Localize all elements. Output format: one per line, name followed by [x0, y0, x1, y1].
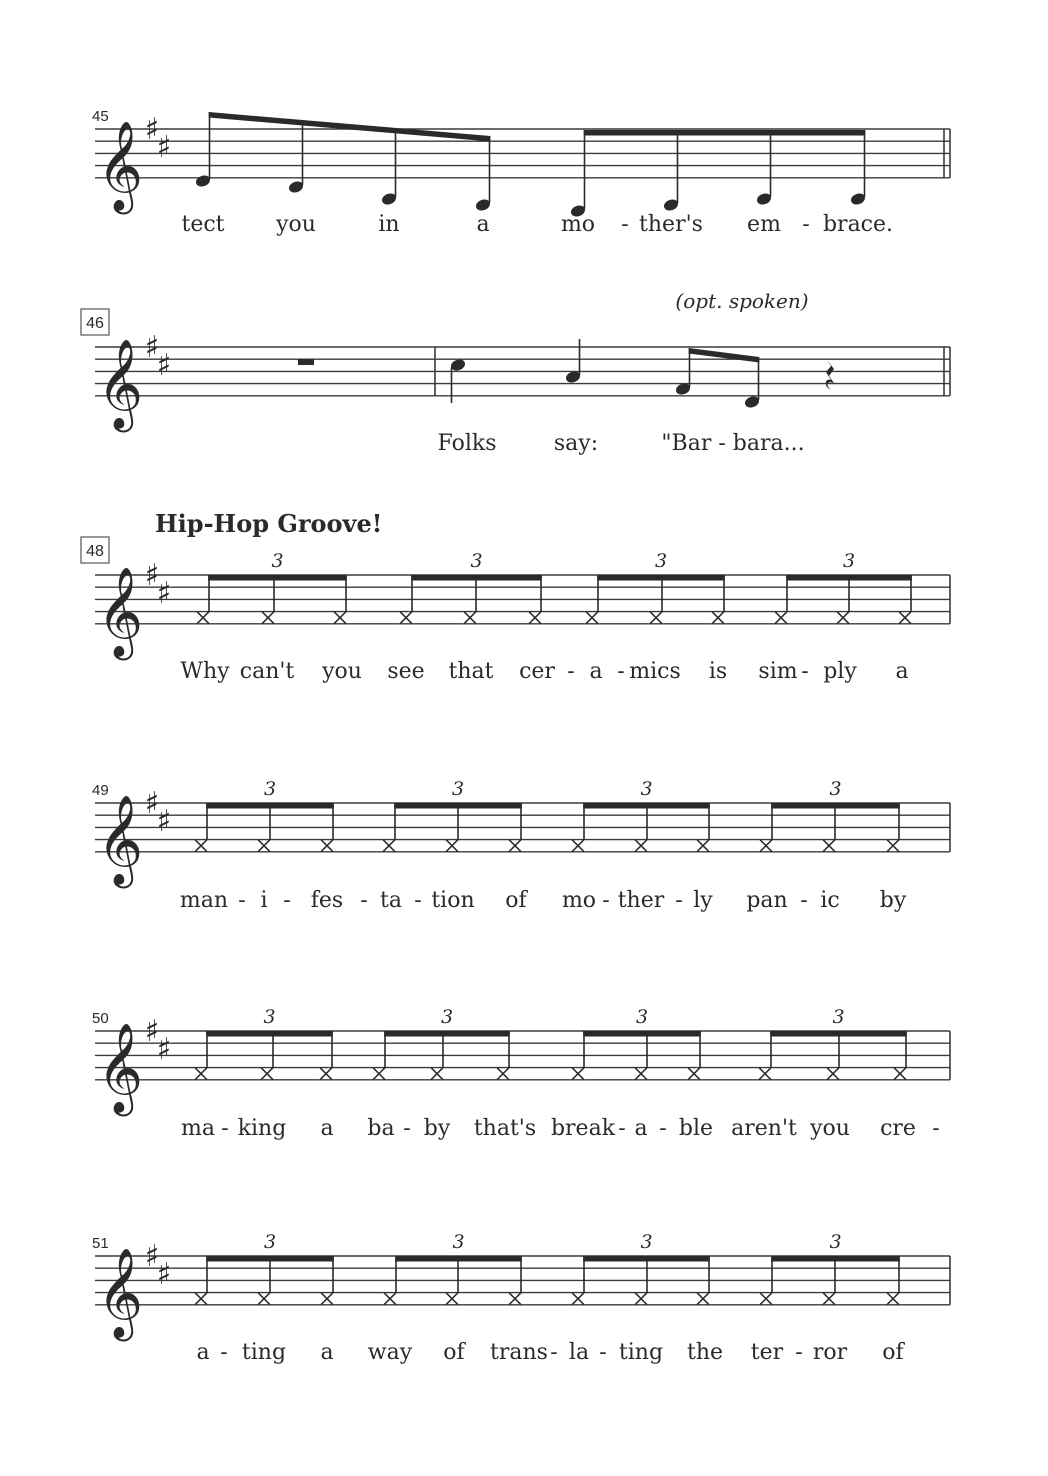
lyric-hyphen: -: [567, 659, 575, 684]
triplet-number: 3: [470, 550, 483, 572]
lyric-syllable: ba: [367, 1116, 395, 1141]
lyric-syllable: Why: [180, 659, 230, 684]
triplet-number: 3: [440, 1006, 454, 1028]
lyric-syllable: see: [387, 659, 425, 684]
treble-clef-icon: 𝄞: [97, 794, 144, 885]
lyric-syllable: by: [879, 888, 907, 913]
lyric-syllable: mics: [629, 659, 681, 684]
beam: [394, 803, 522, 809]
triplet-number: 3: [271, 550, 284, 572]
lyric-syllable: mo: [560, 212, 596, 237]
lyric-syllable: ror: [812, 1340, 848, 1365]
lyric-syllable: a: [589, 659, 603, 684]
lyric-syllable: ta: [380, 888, 402, 913]
lyric-syllable: of: [443, 1340, 465, 1365]
beam: [206, 803, 334, 809]
lyric-syllable: king: [237, 1116, 287, 1141]
staff-system-46: [81, 289, 950, 456]
sharp-c-icon: ♯: [156, 130, 172, 165]
beam: [786, 575, 912, 581]
sharp-f-icon: ♯: [144, 1014, 160, 1049]
beam: [770, 1031, 907, 1037]
lyric-syllable: cer: [519, 659, 555, 684]
lyric-syllable: Folks: [437, 431, 497, 456]
lyric-syllable: ter: [750, 1340, 784, 1365]
lyric-syllable: sim: [758, 659, 798, 684]
rehearsal-mark: 46: [86, 315, 104, 332]
lyric-syllable: tion: [431, 888, 475, 913]
lyric-syllable: ly: [693, 888, 713, 913]
staff-system-45: [92, 108, 950, 237]
sharp-c-icon: ♯: [156, 576, 172, 611]
lyric-hyphen: -: [617, 659, 625, 684]
lyric-syllable: a: [476, 212, 490, 237]
lyric-syllable: a: [634, 1116, 648, 1141]
lyrics-line: [181, 212, 893, 237]
lyric-syllable: in: [378, 212, 400, 237]
beam: [689, 348, 760, 363]
triplet-number: 3: [654, 550, 668, 572]
triplet-number: 3: [635, 1006, 649, 1028]
beam: [395, 1256, 522, 1262]
quarter-rest-icon: [826, 360, 834, 390]
lyric-syllable: that: [448, 659, 494, 684]
lyric-syllable: fes: [310, 888, 344, 913]
sharp-c-icon: ♯: [156, 348, 172, 383]
lyric-hyphen: -: [795, 1340, 803, 1365]
lyric-syllable: a: [320, 1340, 334, 1365]
beam: [597, 575, 725, 581]
tempo-marking: Hip-Hop Groove!: [155, 509, 383, 538]
lyric-hyphen: -: [550, 1340, 558, 1365]
lyric-hyphen: -: [932, 1116, 940, 1141]
beam: [583, 1256, 710, 1262]
treble-clef-icon: 𝄞: [97, 1247, 144, 1338]
note-A4: [564, 339, 581, 384]
beam: [206, 1031, 333, 1037]
lyrics-line: [438, 431, 805, 456]
beam: [384, 1031, 510, 1037]
lyric-syllable: of: [882, 1340, 904, 1365]
lyric-syllable: ply: [823, 659, 857, 684]
measure-number: 50: [92, 1010, 109, 1027]
triplet-number: 3: [842, 550, 856, 572]
lyric-syllable: can't: [239, 659, 295, 684]
triplet-number: 3: [263, 1006, 276, 1028]
sharp-f-icon: ♯: [144, 330, 160, 365]
triplet-number: 3: [451, 778, 465, 800]
lyric-hyphen: -: [621, 212, 629, 237]
lyric-hyphen: -: [403, 1116, 411, 1141]
lyric-syllable: way: [367, 1340, 413, 1365]
lyric-syllable: a: [320, 1116, 334, 1141]
treble-clef-icon: 𝄞: [97, 120, 144, 211]
lyric-syllable: tect: [181, 212, 225, 237]
staff-system-51: [92, 1231, 950, 1365]
lyric-syllable: ma: [181, 1116, 215, 1141]
triplet-number: 3: [829, 778, 842, 800]
beam: [209, 112, 491, 142]
lyric-hyphen: -: [602, 888, 610, 913]
lyric-hyphen: -: [800, 888, 808, 913]
lyric-hyphen: -: [238, 888, 246, 913]
beam: [583, 803, 710, 809]
treble-clef-icon: 𝄞: [97, 1022, 144, 1113]
staff-system-49: [92, 778, 950, 913]
beam: [771, 803, 900, 809]
lyric-hyphen: -: [675, 888, 683, 913]
lyric-syllable: the: [686, 1340, 724, 1365]
lyric-syllable: ther: [617, 888, 665, 913]
lyric-hyphen: -: [659, 1116, 667, 1141]
lyric-syllable: by: [423, 1116, 451, 1141]
triplet-number: 3: [263, 1231, 277, 1253]
lyric-syllable: mo: [561, 888, 597, 913]
lyric-syllable: la: [568, 1340, 590, 1365]
measure-number: 45: [92, 108, 109, 125]
lyric-syllable: aren't: [731, 1116, 797, 1141]
sharp-c-icon: ♯: [156, 1032, 172, 1067]
lyric-syllable: ting: [241, 1340, 287, 1365]
triplet-number: 3: [640, 1231, 653, 1253]
staff-system-48: [81, 509, 950, 684]
lyric-hyphen: -: [801, 659, 809, 684]
lyric-syllable: you: [810, 1116, 850, 1141]
lyric-hyphen: -: [283, 888, 291, 913]
lyric-syllable: you: [276, 212, 316, 237]
measure-number: 51: [92, 1235, 109, 1252]
lyric-syllable: that's: [473, 1116, 537, 1141]
sharp-c-icon: ♯: [156, 1257, 172, 1292]
lyric-syllable: brace.: [822, 212, 894, 237]
lyric-syllable: is: [708, 659, 728, 684]
lyric-hyphen: -: [220, 1340, 228, 1365]
lyric-hyphen: -: [618, 1116, 626, 1141]
beam: [411, 575, 542, 581]
lyric-syllable: "Bar - bara...: [661, 431, 805, 456]
beam: [584, 130, 866, 136]
lyric-syllable: cre: [880, 1116, 916, 1141]
treble-clef-icon: 𝄞: [97, 338, 144, 429]
lyric-syllable: a: [196, 1340, 210, 1365]
lyric-hyphen: -: [599, 1340, 607, 1365]
triplet-number: 3: [640, 778, 653, 800]
lyric-syllable: of: [505, 888, 527, 913]
lyric-syllable: say:: [553, 431, 599, 456]
lyric-syllable: a: [895, 659, 909, 684]
measure-number: 49: [92, 782, 109, 799]
beam: [208, 575, 347, 581]
expression-marking: (opt. spoken): [675, 289, 809, 313]
triplet-number: 3: [263, 778, 277, 800]
lyric-syllable: break: [550, 1116, 616, 1141]
treble-clef-icon: 𝄞: [97, 566, 144, 657]
lyric-syllable: trans: [490, 1340, 548, 1365]
beam: [206, 1256, 334, 1262]
triplet-number: 3: [452, 1231, 465, 1253]
beam: [583, 1031, 701, 1037]
lyric-syllable: i: [260, 888, 268, 913]
lyric-hyphen: -: [802, 212, 810, 237]
rehearsal-mark: 48: [86, 543, 104, 560]
lyrics-line: [196, 1340, 905, 1365]
lyric-syllable: ther's: [639, 212, 703, 237]
sharp-f-icon: ♯: [144, 558, 160, 593]
sharp-f-icon: ♯: [144, 786, 160, 821]
lyric-syllable: ble: [678, 1116, 714, 1141]
whole-rest-icon: [298, 359, 314, 365]
lyric-hyphen: -: [360, 888, 368, 913]
triplet-number: 3: [829, 1231, 842, 1253]
lyric-hyphen: -: [221, 1116, 229, 1141]
lyric-syllable: you: [322, 659, 362, 684]
lyric-syllable: pan: [746, 888, 788, 913]
lyrics-line: [180, 888, 907, 913]
sharp-f-icon: ♯: [144, 1239, 160, 1274]
staff-system-50: [92, 1006, 950, 1141]
lyric-syllable: man: [179, 888, 229, 913]
lyric-syllable: ting: [618, 1340, 664, 1365]
beam: [771, 1256, 900, 1262]
triplet-number: 3: [832, 1006, 845, 1028]
lyric-hyphen: -: [414, 888, 422, 913]
lyrics-line: [180, 659, 908, 684]
lyric-syllable: ic: [820, 888, 840, 913]
sharp-f-icon: ♯: [144, 112, 160, 147]
lyric-syllable: em: [747, 212, 781, 237]
sharp-c-icon: ♯: [156, 804, 172, 839]
lyrics-line: [181, 1116, 940, 1141]
